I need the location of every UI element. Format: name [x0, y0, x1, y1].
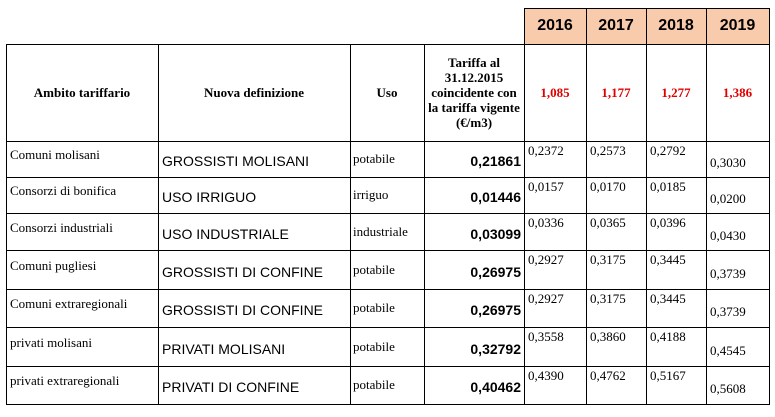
year-header-2019: 2019 [706, 8, 769, 44]
year-header-2018: 2018 [646, 8, 706, 44]
cell-y2019: 0,3030 [710, 155, 746, 170]
cell-y2016: 0,4390 [528, 368, 564, 383]
cell-y2017: 0,4762 [590, 368, 626, 383]
grid-line [524, 8, 525, 405]
year-header-2017: 2017 [586, 8, 646, 44]
cell-y2018: 0,2792 [650, 143, 686, 158]
cell-definizione: USO INDUSTRIALE [162, 226, 289, 242]
cell-ambito: Comuni molisani [10, 147, 100, 162]
factor-2018: 1,277 [661, 84, 691, 100]
cell-tariffa: 0,26975 [470, 264, 521, 280]
grid-line [6, 327, 770, 328]
cell-y2019: 0,4545 [710, 343, 746, 358]
grid-line [524, 8, 770, 9]
cell-y2016: 0,0157 [528, 179, 564, 194]
grid-line [706, 8, 707, 405]
grid-line [586, 8, 587, 405]
cell-tariffa: 0,21861 [470, 153, 521, 169]
cell-y2019: 0,0430 [710, 228, 746, 243]
cell-y2016: 0,2372 [528, 143, 564, 158]
cell-uso: potabile [353, 300, 395, 315]
cell-tariffa: 0,01446 [470, 189, 521, 205]
factor-2019: 1,386 [722, 84, 753, 100]
grid-line [424, 44, 425, 405]
cell-definizione: USO IRRIGUO [162, 189, 257, 205]
cell-y2018: 0,0185 [650, 179, 686, 194]
header-tariffa: Tariffa al 31.12.2015 coincidente con la tariffa vigente (€/m3) [428, 55, 520, 130]
grid-line [646, 8, 647, 405]
grid-line [6, 44, 770, 45]
grid-line [6, 141, 770, 142]
header-ambito: Ambito tariffario [33, 85, 131, 100]
cell-ambito: Consorzi industriali [10, 220, 113, 235]
cell-y2019: 0,3739 [710, 304, 746, 319]
cell-uso: potabile [353, 151, 395, 166]
factor-2016: 1,085 [540, 84, 570, 100]
cell-uso: irriguo [353, 187, 389, 202]
grid-line [6, 177, 770, 178]
grid-line [350, 44, 351, 405]
cell-ambito: privati extraregionali [10, 373, 120, 388]
cell-y2019: 0,0200 [710, 191, 746, 206]
grid-line [6, 44, 7, 405]
cell-tariffa: 0,26975 [470, 302, 521, 318]
cell-y2017: 0,0170 [590, 179, 626, 194]
cell-definizione: GROSSISTI DI CONFINE [162, 264, 324, 280]
cell-y2017: 0,2573 [590, 143, 626, 158]
cell-tariffa: 0,40462 [470, 379, 521, 395]
cell-definizione: PRIVATI MOLISANI [162, 341, 286, 357]
grid-line [6, 366, 770, 367]
cell-y2017: 0,3175 [590, 291, 626, 306]
cell-y2018: 0,0396 [650, 215, 686, 230]
grid-line [6, 289, 770, 290]
cell-y2016: 0,0336 [528, 215, 564, 230]
cell-y2016: 0,3558 [528, 329, 564, 344]
cell-y2017: 0,3860 [590, 329, 626, 344]
cell-uso: potabile [353, 262, 395, 277]
cell-y2019: 0,5608 [710, 381, 746, 396]
header-uso: Uso [376, 85, 398, 100]
cell-y2018: 0,3445 [650, 252, 686, 267]
cell-y2018: 0,5167 [650, 368, 686, 383]
grid-line [158, 44, 159, 405]
cell-ambito: Consorzi di bonifica [10, 183, 117, 198]
grid-line [769, 8, 770, 405]
grid-line [6, 213, 770, 214]
cell-y2018: 0,4188 [650, 329, 686, 344]
cell-y2018: 0,3445 [650, 291, 686, 306]
cell-y2017: 0,0365 [590, 215, 626, 230]
cell-tariffa: 0,03099 [470, 226, 521, 242]
cell-uso: industriale [353, 224, 408, 239]
cell-definizione: PRIVATI DI CONFINE [162, 379, 300, 395]
cell-y2017: 0,3175 [590, 252, 626, 267]
cell-tariffa: 0,32792 [470, 341, 521, 357]
grid-line [6, 250, 770, 251]
cell-uso: potabile [353, 339, 395, 354]
cell-y2016: 0,2927 [528, 291, 564, 306]
cell-definizione: GROSSISTI DI CONFINE [162, 302, 324, 318]
cell-ambito: Comuni extraregionali [10, 296, 128, 311]
cell-ambito: Comuni pugliesi [10, 258, 97, 273]
cell-uso: potabile [353, 377, 395, 392]
header-definizione: Nuova definizione [203, 85, 305, 100]
cell-ambito: privati molisani [10, 335, 92, 350]
year-header-2016: 2016 [524, 8, 586, 44]
grid-line [6, 404, 770, 405]
cell-y2019: 0,3739 [710, 266, 746, 281]
factor-2017: 1,177 [601, 84, 631, 100]
cell-y2016: 0,2927 [528, 252, 564, 267]
cell-definizione: GROSSISTI MOLISANI [162, 153, 310, 169]
